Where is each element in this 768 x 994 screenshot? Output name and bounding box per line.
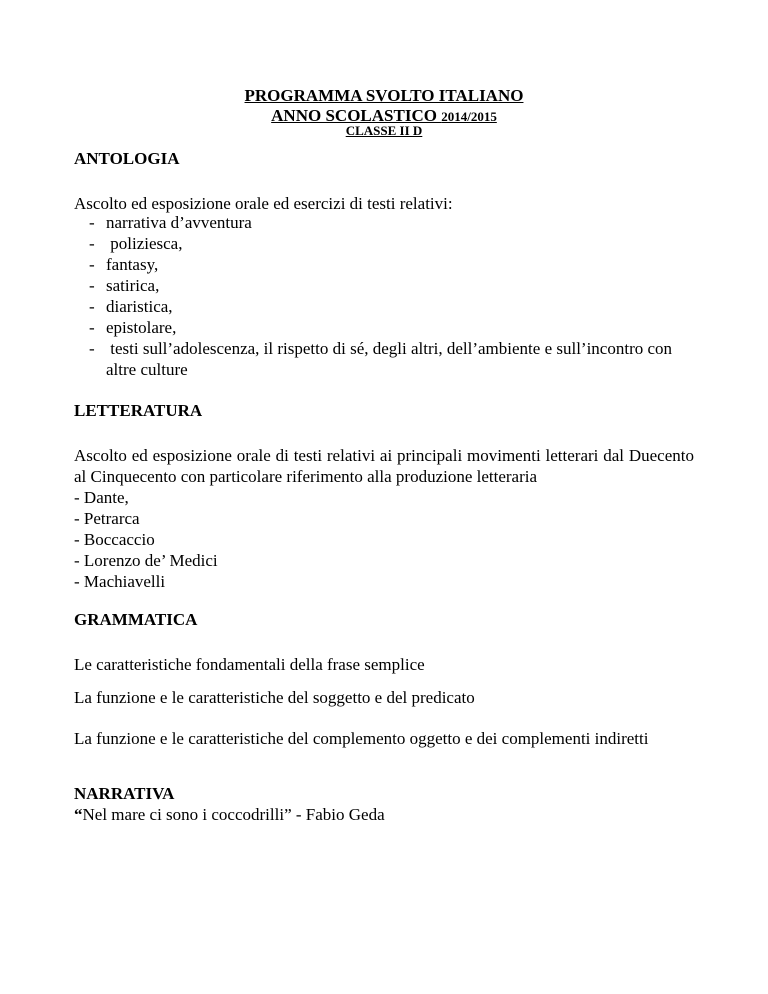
list-item: - Machiavelli — [74, 572, 166, 591]
opening-quote: “ — [74, 805, 83, 824]
doc-title: PROGRAMMA SVOLTO ITALIANO — [244, 86, 524, 105]
list-item: - narrativa d’avventura — [89, 213, 252, 232]
antologia-heading: ANTOLOGIA — [74, 149, 180, 168]
list-item: - fantasy, — [89, 255, 159, 274]
list-item: - Boccaccio — [74, 530, 155, 549]
school-year-label: ANNO SCOLASTICO — [271, 106, 442, 125]
grammatica-line: La funzione e le caratteristiche del soggetto e del predicato — [74, 688, 475, 707]
list-item: - diaristica, — [89, 297, 173, 316]
antologia-intro: Ascolto ed esposizione orale ed esercizi di testi relativi: — [74, 194, 453, 213]
list-item: - Petrarca — [74, 509, 140, 528]
list-item: - epistolare, — [89, 318, 177, 337]
narrativa-heading: NARRATIVA — [74, 784, 175, 803]
list-item: - poliziesca, — [89, 234, 183, 253]
list-item: - satirica, — [89, 276, 160, 295]
grammatica-heading: GRAMMATICA — [74, 610, 198, 629]
list-item: - Lorenzo de’ Medici — [74, 551, 218, 570]
class-label: CLASSE II D — [345, 123, 423, 138]
book-title-author: Nel mare ci sono i coccodrilli” - Fabio Geda — [82, 805, 385, 824]
grammatica-line: Le caratteristiche fondamentali della frase semplice — [74, 655, 425, 674]
antologia-list — [74, 212, 694, 380]
list-item: - testi sull’adolescenza, il rispetto di sé, degli altri, dell’ambiente e sull’incontro con altre culture — [89, 339, 677, 379]
list-item: - Dante, — [74, 488, 129, 507]
letteratura-list — [74, 487, 218, 592]
letteratura-heading: LETTERATURA — [74, 401, 203, 420]
narrativa-book — [74, 804, 385, 825]
grammatica-line: La funzione e le caratteristiche del complemento oggetto e dei complementi indiretti — [74, 729, 649, 748]
letteratura-intro: Ascolto ed esposizione orale di testi relativi ai principali movimenti letterari dal Duecento al Cinquecento con particolare riferimento alla produzione letteraria — [74, 446, 694, 486]
school-year-value: 2014/2015 — [441, 109, 497, 124]
